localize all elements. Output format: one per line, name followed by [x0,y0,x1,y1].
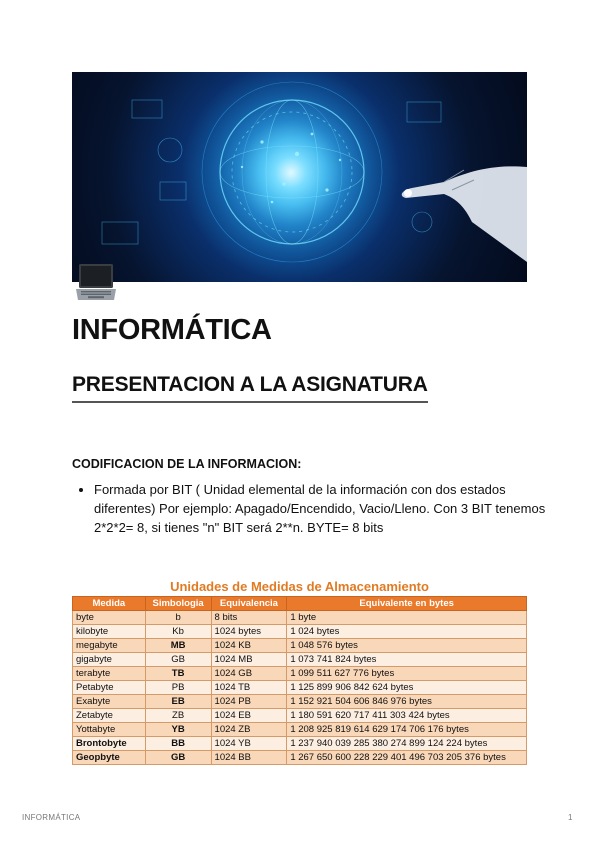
table-cell: 1 125 899 906 842 624 bytes [287,681,527,695]
table-row [73,667,527,681]
table-cell: 1024 ZB [211,723,287,737]
table-cell: PB [145,681,211,695]
table-cell: YB [145,723,211,737]
storage-units-table [72,596,527,765]
table-cell: 1024 BB [211,751,287,765]
table-row [73,611,527,625]
footer-label: INFORMÁTICA [22,813,81,822]
table-cell: Brontobyte [73,737,146,751]
column-header: Medida [73,597,146,611]
table-cell: 1024 MB [211,653,287,667]
table-cell: 1024 TB [211,681,287,695]
table-row [73,723,527,737]
table-cell: Yottabyte [73,723,146,737]
bullet-list [72,480,554,537]
hero-illustration [72,72,527,282]
table-cell: 1 267 650 600 228 229 401 496 703 205 376 bytes [287,751,527,765]
table-row [73,709,527,723]
table-cell: 1024 bytes [211,625,287,639]
table-cell: 1024 YB [211,737,287,751]
laptop-icon [74,262,118,304]
table-cell: 1024 EB [211,709,287,723]
table-title: Unidades de Medidas de Almacenamiento [170,579,429,594]
column-header: Equivalencia [211,597,287,611]
table-cell: 1 073 741 824 bytes [287,653,527,667]
table-cell: 1 180 591 620 717 411 303 424 bytes [287,709,527,723]
table-cell: 1024 GB [211,667,287,681]
table-cell: Geopbyte [73,751,146,765]
table-cell: ZB [145,709,211,723]
table-cell: Petabyte [73,681,146,695]
page-subtitle: PRESENTACION A LA ASIGNATURA [72,373,428,403]
table-cell: 1024 PB [211,695,287,709]
page-number: 1 [568,813,573,822]
table-cell: BB [145,737,211,751]
table-cell: MB [145,639,211,653]
table-header-row [73,597,527,611]
table-row [73,695,527,709]
table-cell: 1 048 576 bytes [287,639,527,653]
table-cell: terabyte [73,667,146,681]
table-cell: Exabyte [73,695,146,709]
table-row [73,681,527,695]
column-header: Simbologia [145,597,211,611]
table-cell: 1 byte [287,611,527,625]
table-cell: 1 208 925 819 614 629 174 706 176 bytes [287,723,527,737]
table-cell: EB [145,695,211,709]
table-cell: 1024 KB [211,639,287,653]
list-item: • Formada por BIT ( Unidad elemental de la información con dos estados diferentes) Por ejemplo: Apagado/Encendido, Vacio/Lleno. Con 3 BIT tenemos 2*2*2= 8, si tienes "n" BIT será 2**n. BYTE= 8 bits [94,480,554,537]
column-header: Equivalente en bytes [287,597,527,611]
table-cell: 8 bits [211,611,287,625]
table-cell: kilobyte [73,625,146,639]
section-heading: CODIFICACION DE LA INFORMACION: [72,457,302,471]
page-title: INFORMÁTICA [72,314,272,346]
table-cell: megabyte [73,639,146,653]
table-cell: GB [145,751,211,765]
table-cell: byte [73,611,146,625]
table-cell: Zetabyte [73,709,146,723]
table-row [73,653,527,667]
table-cell: Kb [145,625,211,639]
table-row [73,737,527,751]
table-cell: 1 237 940 039 285 380 274 899 124 224 bytes [287,737,527,751]
table-row [73,625,527,639]
table-cell: 1 099 511 627 776 bytes [287,667,527,681]
hero-image [72,72,527,282]
table-row [73,751,527,765]
table-cell: 1 152 921 504 606 846 976 bytes [287,695,527,709]
table-cell: GB [145,653,211,667]
table-cell: 1 024 bytes [287,625,527,639]
table-row [73,639,527,653]
table-cell: gigabyte [73,653,146,667]
table-cell: b [145,611,211,625]
table-cell: TB [145,667,211,681]
